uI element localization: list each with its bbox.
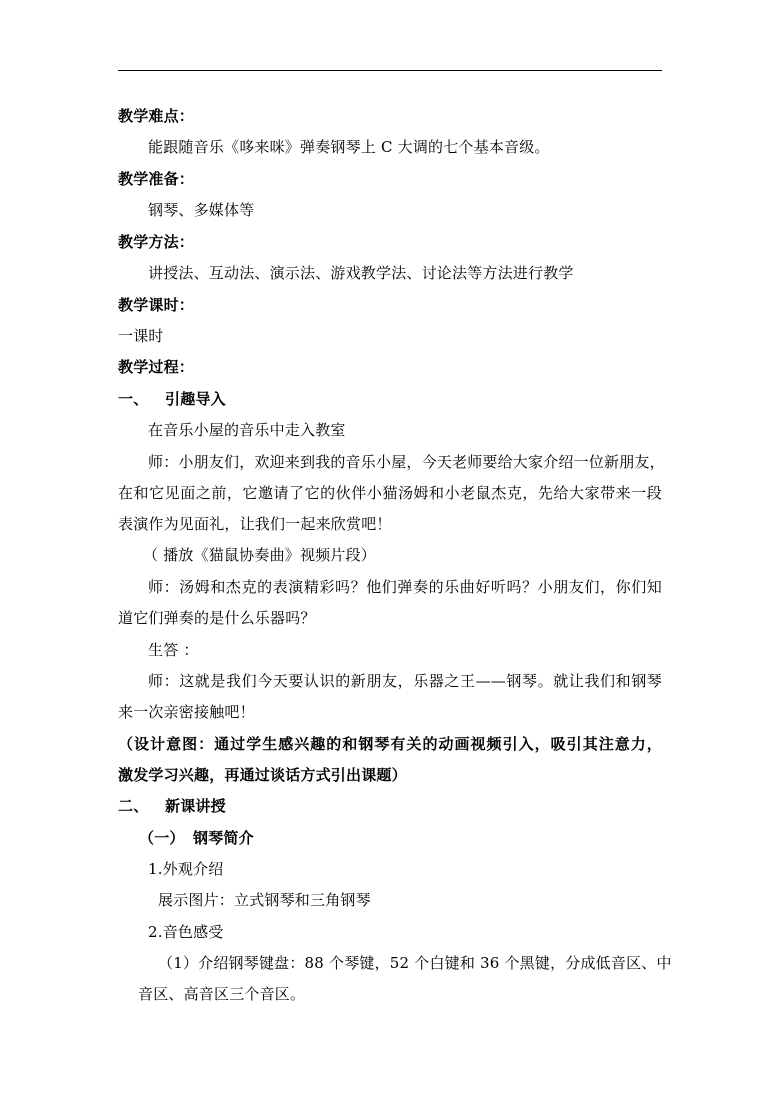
s1-teacher3-line: 来一次亲密接触吧！ bbox=[118, 703, 255, 721]
item1: 1.外观介绍 bbox=[148, 860, 224, 878]
s1-teacher1-line: 表演作为见面礼，让我们一起来欣赏吧！ bbox=[118, 515, 392, 533]
section1-title: 引趣导入 bbox=[165, 390, 226, 408]
item2: 2.音色感受 bbox=[148, 923, 224, 941]
s1-enter: 在音乐小屋的音乐中走入教室 bbox=[148, 421, 346, 439]
difficulty-text: 能跟随音乐《哆来咪》弹奏钢琴上 C 大调的七个基本音级。 bbox=[148, 138, 550, 156]
s1-design-line: （设计意图：通过学生感兴趣的和钢琴有关的动画视频引入，吸引其注意力， bbox=[118, 735, 662, 753]
process-heading: 教学过程： bbox=[118, 358, 195, 376]
s1-teacher1-line: 在和它见面之前，它邀请了它的伙伴小猫汤姆和小老鼠杰克，先给大家带来一段 bbox=[118, 484, 662, 502]
methods-text: 讲授法、互动法、演示法、游戏教学法、讨论法等方法进行教学 bbox=[148, 264, 574, 282]
methods-heading: 教学方法： bbox=[118, 233, 195, 251]
item2-text-line: （1）介绍钢琴键盘：88 个琴键，52 个白键和 36 个黑键，分成低音区、中 bbox=[158, 954, 672, 972]
section2-title: 新课讲授 bbox=[165, 797, 226, 815]
item1-text: 展示图片：立式钢琴和三角钢琴 bbox=[158, 891, 371, 909]
s1-play: （ 播放《猫鼠协奏曲》视频片段） bbox=[143, 546, 376, 564]
section1-number: 一、 bbox=[118, 390, 149, 408]
item2-text-line: 音区、高音区三个音区。 bbox=[138, 985, 306, 1003]
s1-design-line: 激发学习兴趣，再通过谈话方式引出课题） bbox=[118, 766, 407, 784]
s1-teacher3-line: 师：这就是我们今天要认识的新朋友，乐器之王——钢琴。就让我们和钢琴 bbox=[148, 672, 662, 690]
difficulty-heading: 教学难点： bbox=[118, 107, 195, 125]
s1-teacher1-line: 师：小朋友们，欢迎来到我的音乐小屋，今天老师要给大家介绍一位新朋友， bbox=[148, 453, 665, 471]
header-rule bbox=[118, 70, 662, 71]
s1-teacher2-line: 师：汤姆和杰克的表演精彩吗？他们弹奏的乐曲好听吗？小朋友们，你们知 bbox=[148, 578, 662, 596]
hours-heading: 教学课时： bbox=[118, 296, 195, 314]
sub1-number: （一） bbox=[139, 829, 185, 847]
preparation-text: 钢琴、多媒体等 bbox=[148, 201, 255, 219]
sub1-title: 钢琴简介 bbox=[193, 829, 254, 847]
hours-text: 一课时 bbox=[118, 327, 164, 345]
s1-student: 生答 ： bbox=[148, 641, 199, 659]
s1-teacher2-line: 道它们弹奏的是什么乐器吗？ bbox=[118, 609, 316, 627]
section2-number: 二、 bbox=[118, 797, 149, 815]
preparation-heading: 教学准备： bbox=[118, 170, 195, 188]
